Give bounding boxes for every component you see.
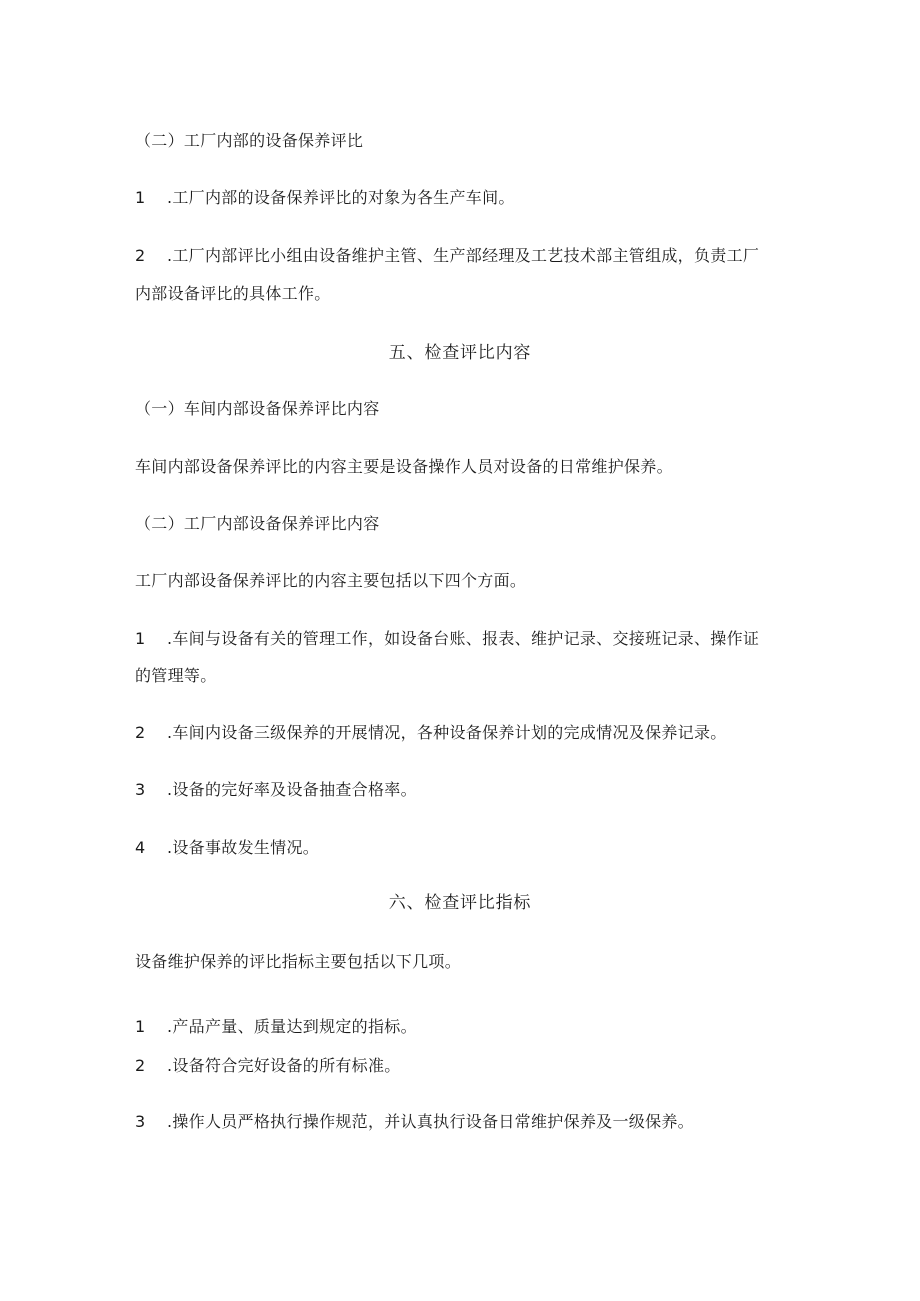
content-item-2 — [135, 723, 785, 743]
index-item-3 — [135, 1112, 785, 1132]
content-item-1-line-2: 的管理等。 — [135, 666, 217, 685]
index-item-1 — [135, 1017, 785, 1037]
list-text: .车间内设备三级保养的开展情况，各种设备保养计划的完成情况及保养记录。 — [167, 723, 727, 742]
list-number: 2 — [135, 1056, 146, 1075]
list-number: 1 — [135, 629, 146, 648]
factory-content-heading: （二）工厂内部设备保养评比内容 — [135, 514, 380, 533]
factory-item-2-line-1 — [135, 246, 785, 266]
list-text: .设备的完好率及设备抽查合格率。 — [167, 780, 417, 799]
list-number: 1 — [135, 188, 146, 207]
list-number: 3 — [135, 1112, 146, 1131]
list-text: .工厂内部评比小组由设备维护主管、生产部经理及工艺技术部主管组成，负责工厂 — [167, 246, 760, 265]
workshop-content-heading: （一）车间内部设备保养评比内容 — [135, 399, 380, 418]
list-text: .操作人员严格执行操作规范，并认真执行设备日常维护保养及一级保养。 — [167, 1112, 694, 1131]
factory-item-2-line-2: 内部设备评比的具体工作。 — [135, 284, 331, 303]
list-text: .设备符合完好设备的所有标准。 — [167, 1056, 401, 1075]
content-item-3 — [135, 780, 785, 800]
list-text: .设备事故发生情况。 — [167, 838, 320, 857]
section-5-title: 五、检查评比内容 — [388, 343, 532, 363]
factory-item-1 — [135, 188, 785, 208]
list-number: 1 — [135, 1017, 146, 1036]
index-item-2 — [135, 1056, 785, 1076]
list-text: .工厂内部的设备保养评比的对象为各生产车间。 — [167, 188, 515, 207]
list-text: .产品产量、质量达到规定的指标。 — [167, 1017, 417, 1036]
factory-internal-heading: （二）工厂内部的设备保养评比 — [135, 131, 364, 150]
list-number: 2 — [135, 723, 146, 742]
workshop-content-text: 车间内部设备保养评比的内容主要是设备操作人员对设备的日常维护保养。 — [135, 457, 673, 476]
content-item-1-line-1 — [135, 629, 785, 649]
list-number: 3 — [135, 780, 146, 799]
factory-content-intro: 工厂内部设备保养评比的内容主要包括以下四个方面。 — [135, 571, 527, 590]
list-number: 2 — [135, 246, 146, 265]
section-6-title: 六、检查评比指标 — [388, 893, 532, 913]
list-number: 4 — [135, 838, 146, 857]
content-item-4 — [135, 838, 785, 858]
index-intro: 设备维护保养的评比指标主要包括以下几项。 — [135, 952, 462, 971]
list-text: .车间与设备有关的管理工作，如设备台账、报表、维护记录、交接班记录、操作证 — [167, 629, 760, 648]
